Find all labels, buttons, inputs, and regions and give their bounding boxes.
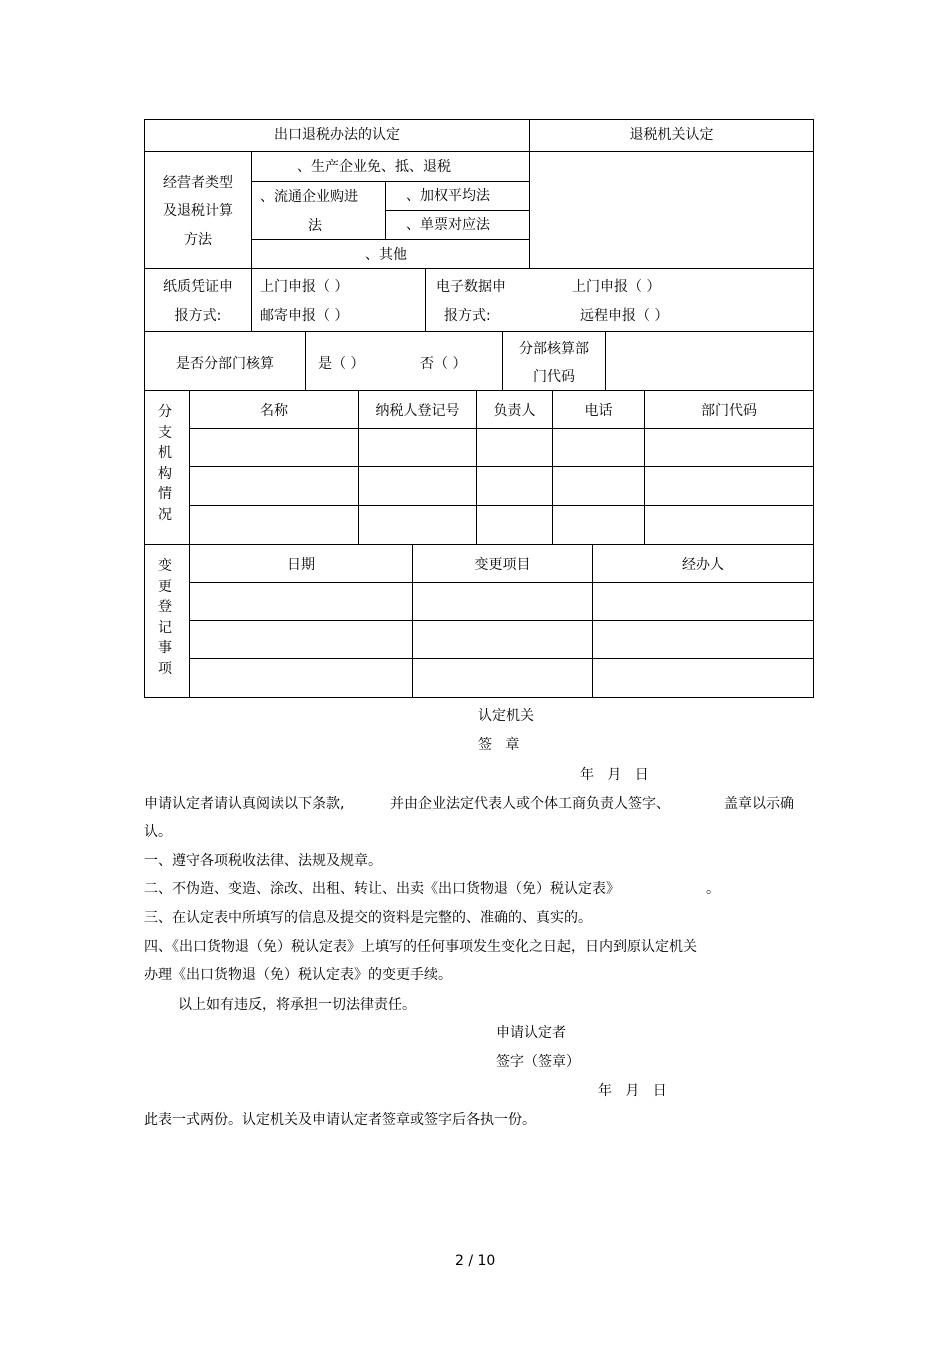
table-rule (144, 390, 814, 391)
notice-intro: 并由企业法定代表人或个体工商负责人签字、 (390, 796, 670, 812)
option-other: 、其他 (365, 247, 407, 263)
notice-liability: 以上如有违反，将承担一切法律责任。 (178, 997, 416, 1013)
notice-intro: 申请认定者请认真阅读以下条款, (144, 796, 345, 812)
electronic-remote-filing: 远程申报（ ） (580, 308, 669, 324)
applicant-date: 年 月 日 (598, 1083, 667, 1099)
paper-visit-filing: 上门申报（ ） (260, 279, 349, 295)
table-rule (251, 239, 530, 240)
option-circulation-enterprise: 、流通企业购进 (260, 189, 358, 205)
branch-code-label: 分部核算部 (519, 341, 589, 357)
notice-item-3: 三、在认定表中所填写的信息及提交的资料是完整的、准确的、真实的。 (144, 910, 592, 926)
header-export-refund-method: 出口退税办法的认定 (274, 127, 400, 143)
branch-accounting-yes: 是（ ） (318, 356, 365, 372)
option-production-enterprise: 、生产企业免、抵、退税 (297, 159, 451, 175)
table-rule (189, 505, 814, 506)
branch-header-taxpayer-id: 纳税人登记号 (375, 403, 460, 419)
table-border-right (813, 119, 814, 698)
paper-mail-filing: 邮寄申报（ ） (260, 308, 349, 324)
branch-header-dept-code: 部门代码 (701, 403, 757, 419)
notice-item-4: 四、《出口货物退（免）税认定表》上填写的任何事项发生变化之日起，日内到原认定机关 (144, 939, 697, 955)
electronic-filing-label: 电子数据申 (436, 279, 506, 295)
stamp-seal-label: 签 章 (478, 737, 520, 753)
change-header-item: 变更项目 (474, 557, 531, 573)
table-rule (385, 181, 386, 240)
table-rule (189, 428, 814, 429)
footer-note: 此表一式两份。认定机关及申请认定者签章或签字后各执一份。 (144, 1112, 536, 1128)
branch-header-name: 名称 (260, 403, 288, 419)
notice-item-2-end: 。 (706, 881, 720, 897)
change-section-label: 变 更 登 记 事 项 (158, 558, 172, 677)
stamp-authority-label: 认定机关 (478, 708, 534, 724)
table-rule (385, 210, 530, 211)
notice-intro: 认。 (144, 824, 172, 840)
applicant-title: 申请认定者 (496, 1025, 566, 1041)
table-rule (425, 268, 426, 332)
notice-intro: 盖章以示确 (724, 796, 794, 812)
table-rule (144, 151, 814, 152)
table-rule (189, 390, 190, 698)
table-rule (144, 268, 814, 269)
electronic-visit-filing: 上门申报（ ） (572, 279, 661, 295)
notice-item-1: 一、遵守各项税收法律、法规及规章。 (144, 853, 382, 869)
table-border-bottom (144, 697, 814, 698)
electronic-filing-label: 报方式: (444, 308, 491, 324)
branch-header-phone: 电话 (584, 403, 613, 419)
paper-filing-label: 报方式: (174, 308, 222, 324)
table-rule (189, 582, 814, 583)
change-header-date: 日期 (287, 557, 315, 573)
table-rule (189, 658, 814, 659)
table-rule (189, 466, 814, 467)
branch-accounting-no: 否（ ） (420, 356, 467, 372)
branch-section-label: 分 支 机 构 情 况 (158, 404, 172, 523)
operator-type-label: 方法 (184, 232, 212, 248)
table-rule (189, 620, 814, 621)
branch-accounting-label: 是否分部门核算 (176, 356, 274, 372)
stamp-date: 年 月 日 (580, 767, 649, 783)
applicant-sign: 签字（签章） (496, 1054, 580, 1070)
operator-type-label: 经营者类型 (163, 175, 233, 191)
table-rule (251, 181, 530, 182)
header-tax-authority: 退税机关认定 (629, 127, 714, 143)
branch-code-label: 门代码 (533, 369, 575, 385)
option-circulation-enterprise: 法 (308, 218, 322, 234)
paper-filing-label: 纸质凭证申 (163, 279, 233, 295)
table-border-top (144, 119, 814, 120)
option-weighted-average: 、加权平均法 (406, 188, 490, 204)
option-single-ticket: 、单票对应法 (406, 217, 490, 233)
table-rule (251, 151, 252, 332)
table-rule (144, 544, 814, 545)
notice-item-4: 办理《出口货物退（免）税认定表》的变更手续。 (144, 967, 452, 983)
page-number: 2 / 10 (455, 1253, 496, 1269)
table-rule (605, 331, 606, 391)
notice-item-2: 二、不伪造、变造、涂改、出租、转让、出卖《出口货物退（免）税认定表》 (144, 881, 620, 897)
table-rule (305, 331, 306, 391)
operator-type-label: 及退税计算 (163, 203, 233, 219)
branch-header-manager: 负责人 (493, 403, 536, 419)
table-rule (144, 331, 814, 332)
change-header-handler: 经办人 (682, 557, 724, 573)
